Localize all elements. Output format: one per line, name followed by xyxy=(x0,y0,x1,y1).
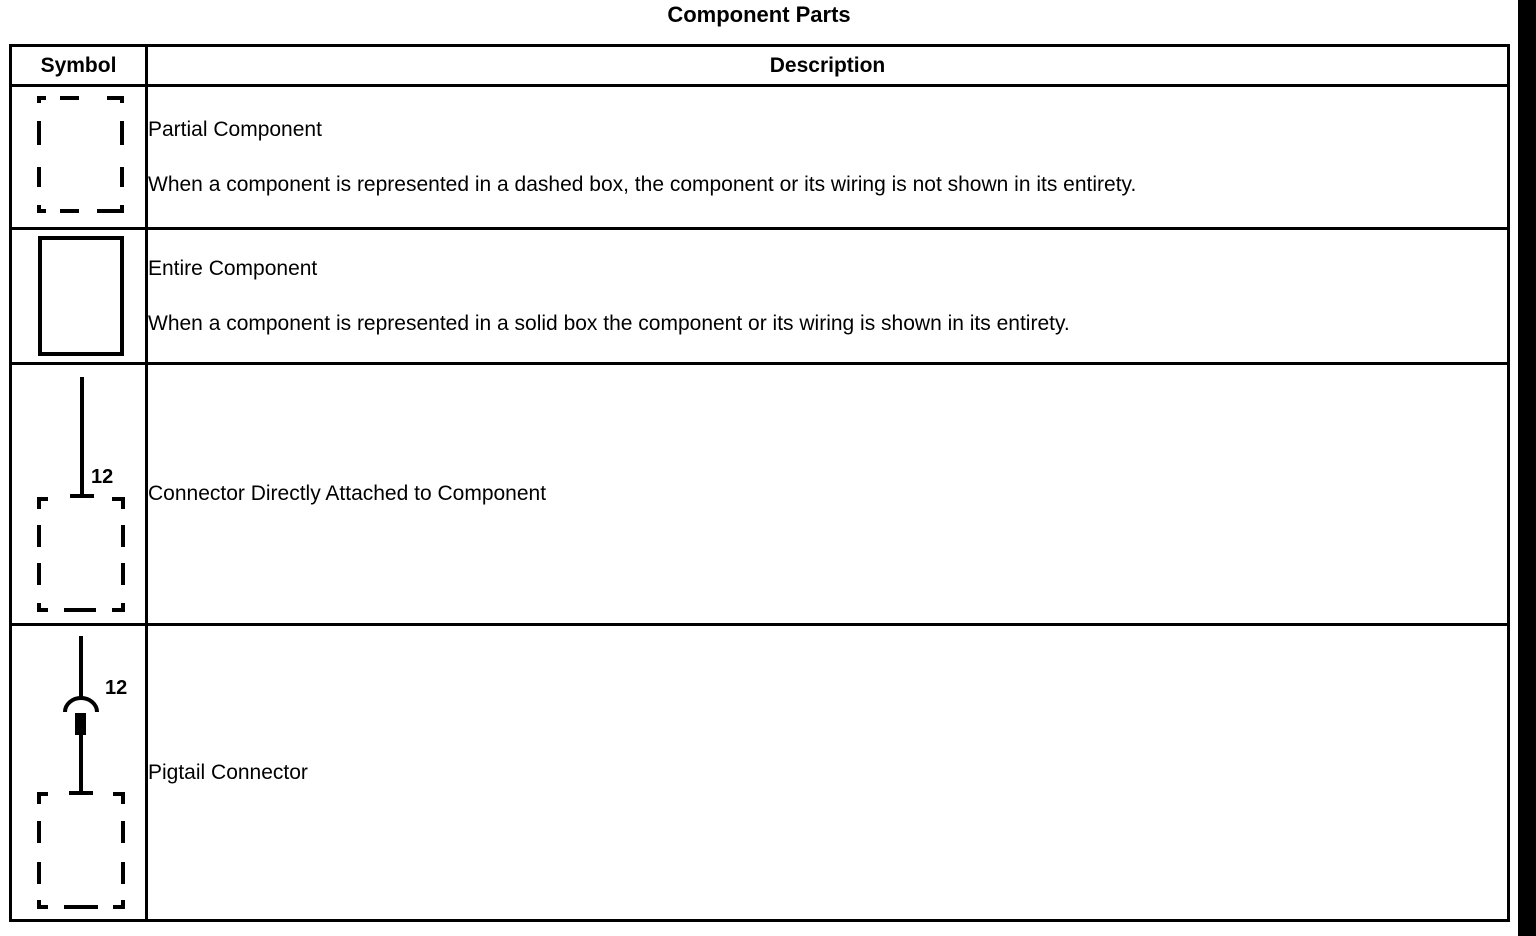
solid-box-icon xyxy=(12,230,148,362)
table-row xyxy=(11,229,1509,364)
description-column-header: Description xyxy=(147,46,1509,86)
symbol-cell xyxy=(11,229,147,364)
description-title: Partial Component xyxy=(148,117,322,141)
table-row xyxy=(11,625,1509,921)
symbol-cell xyxy=(11,625,147,921)
pigtail-connector-icon xyxy=(12,626,148,919)
symbol-column-header: Symbol xyxy=(11,46,147,86)
description-body: When a component is represented in a dashed box, the component or its wiring is not shown in its entirety. xyxy=(148,172,1137,196)
table-row xyxy=(11,86,1509,229)
page-edge-bar xyxy=(1518,0,1536,936)
symbol-cell xyxy=(11,86,147,229)
table-header-row xyxy=(11,46,1509,86)
pin-number-label: 12 xyxy=(105,677,128,699)
pin-number-label: 12 xyxy=(91,466,114,488)
symbol-cell xyxy=(11,364,147,625)
description-body: When a component is represented in a solid box the component or its wiring is shown in its entirety. xyxy=(148,311,1070,335)
pin-block-icon xyxy=(75,713,86,735)
description-title: Entire Component xyxy=(148,256,318,280)
description-title: Connector Directly Attached to Component xyxy=(148,482,547,505)
table-row xyxy=(11,364,1509,625)
component-parts-table xyxy=(9,44,1510,922)
description-cell xyxy=(147,86,1509,229)
description-title: Pigtail Connector xyxy=(148,760,308,784)
connector-direct-icon xyxy=(12,365,148,623)
page-title: Component Parts xyxy=(667,2,851,27)
description-cell xyxy=(147,625,1509,921)
dashed-box-icon xyxy=(12,87,148,227)
description-cell xyxy=(147,229,1509,364)
description-cell xyxy=(147,364,1509,625)
